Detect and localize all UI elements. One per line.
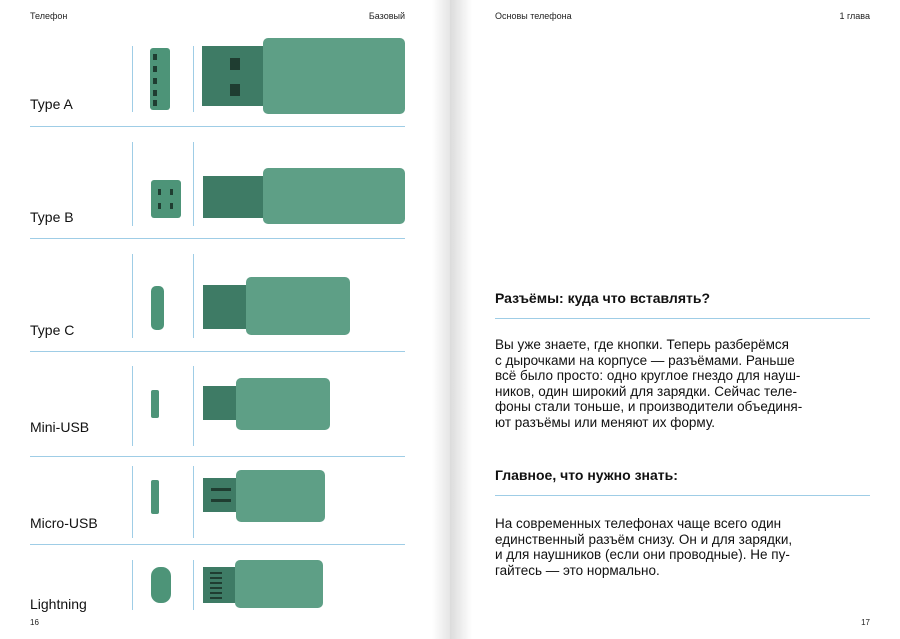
divider-line — [193, 466, 194, 538]
mini-usb-plug-icon — [203, 386, 239, 420]
paragraph-line: ют разъёмы или меняют их форму. — [495, 414, 715, 430]
connector-row-type-a — [30, 40, 405, 130]
row-rule — [30, 544, 405, 545]
divider-line — [193, 254, 194, 338]
divider-line — [193, 142, 194, 226]
mini-usb-socket-icon — [151, 390, 159, 418]
paragraph-line: всё было просто: одно круглое гнездо для науш- — [495, 368, 801, 383]
row-rule — [30, 238, 405, 239]
page-number-right: 17 — [861, 618, 870, 627]
divider-line — [132, 142, 133, 226]
running-header-right: Базовый — [368, 11, 405, 21]
type-c-plug-icon — [203, 285, 251, 329]
section-heading-key-points: Главное, что нужно знать: — [495, 467, 678, 483]
connector-row-micro-usb — [30, 460, 405, 550]
paragraph-line: и для наушников (если они проводные). Не пу- — [495, 547, 790, 562]
body-paragraph-intro — [495, 337, 875, 430]
connector-row-lightning — [30, 552, 405, 616]
divider-line — [132, 560, 133, 610]
type-b-plug-icon — [203, 176, 267, 218]
type-c-socket-icon — [151, 286, 164, 330]
connector-row-type-b — [30, 140, 405, 242]
connector-label-mini-usb: Mini-USB — [30, 419, 90, 435]
divider-line — [193, 366, 194, 446]
lightning-plug-icon — [203, 567, 237, 603]
lightning-socket-icon — [151, 567, 171, 603]
paragraph-line: гайтесь — это нормально. — [495, 562, 660, 578]
mini-usb-cable-body — [236, 378, 330, 430]
paragraph-line: На современных телефонах чаще всего один — [495, 516, 782, 531]
connector-label-type-a: Type A — [30, 96, 73, 112]
connector-row-type-c — [30, 252, 405, 354]
body-paragraph-key-points — [495, 516, 875, 578]
paragraph-line: с дырочками на корпусе — разъёмами. Раньше — [495, 352, 795, 368]
running-header-left: Основы телефона — [495, 11, 572, 21]
running-header-left: Телефон — [30, 11, 68, 21]
paragraph-line: единственный разъём снизу. Он и для зарядки, — [495, 531, 793, 547]
page-number-left: 16 — [30, 618, 39, 627]
section-rule — [495, 318, 870, 319]
connector-label-type-c: Type C — [30, 322, 75, 338]
type-c-cable-body — [246, 277, 350, 335]
connector-label-micro-usb: Micro-USB — [30, 515, 98, 531]
paragraph-line: фоны стали тоньше, и производители объединя- — [495, 399, 803, 414]
paragraph-line: Вы уже знаете, где кнопки. Теперь разберёмся — [495, 337, 789, 352]
type-b-cable-body — [263, 168, 405, 224]
divider-line — [132, 366, 133, 446]
divider-line — [193, 46, 194, 112]
divider-line — [132, 254, 133, 338]
row-rule — [30, 126, 405, 127]
paragraph-line: ников, один широкий для зарядки. Сейчас теле- — [495, 383, 798, 399]
type-b-socket-icon — [151, 180, 181, 218]
section-heading-connectors: Разъёмы: куда что вставлять? — [495, 290, 711, 306]
type-a-socket-icon — [150, 48, 170, 110]
divider-line — [132, 466, 133, 538]
connector-label-type-b: Type B — [30, 209, 74, 225]
section-rule — [495, 495, 870, 496]
lightning-cable-body — [235, 560, 323, 608]
divider-line — [193, 560, 194, 610]
connector-label-lightning: Lightning — [30, 596, 87, 612]
right-page — [450, 0, 900, 639]
connector-row-mini-usb — [30, 364, 405, 460]
gutter-shadow — [450, 0, 472, 639]
row-rule — [30, 351, 405, 352]
type-a-cable-body — [263, 38, 405, 114]
divider-line — [132, 46, 133, 112]
micro-usb-cable-body — [236, 470, 325, 522]
gutter-shadow — [432, 0, 450, 639]
type-a-plug-icon — [202, 46, 268, 106]
row-rule — [30, 456, 405, 457]
running-header-right: 1 глава — [839, 11, 870, 21]
micro-usb-plug-icon — [203, 478, 237, 512]
micro-usb-socket-icon — [151, 480, 159, 514]
